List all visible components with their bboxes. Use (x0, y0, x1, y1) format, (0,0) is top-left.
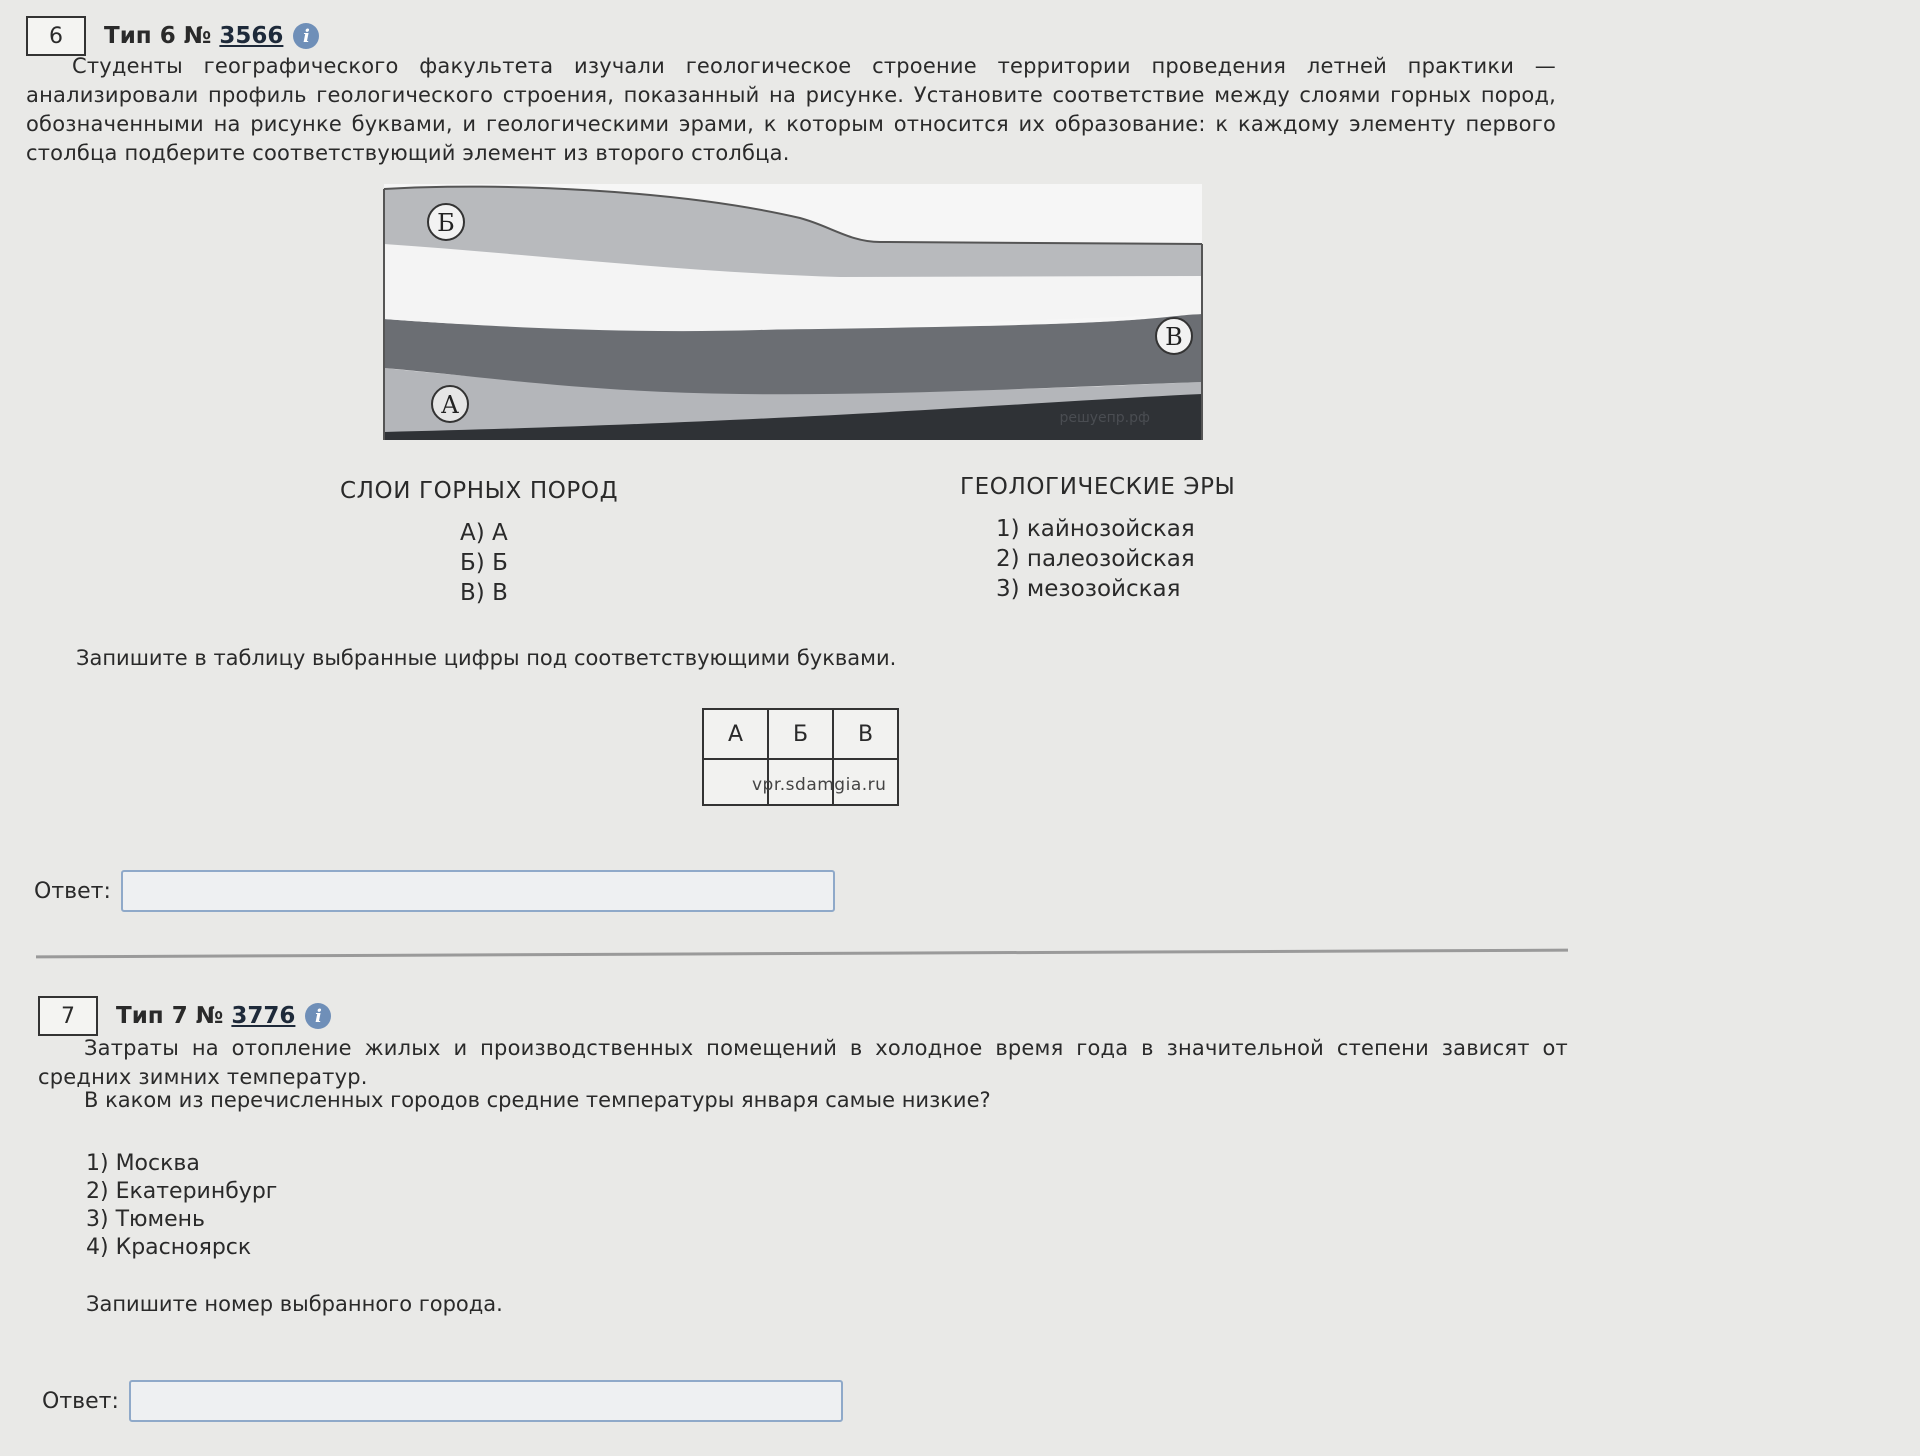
left-column-title: СЛОИ ГОРНЫХ ПОРОД (340, 478, 619, 504)
task6-answer-label: Ответ: (34, 878, 111, 904)
task7-answer-input[interactable] (129, 1380, 843, 1422)
task6-number: 6 (26, 16, 86, 56)
task7-question: В каком из перечисленных городов средние температуры января самые низкие? (84, 1088, 991, 1112)
list-item: 1) Москва (86, 1151, 200, 1176)
list-item: 2) палеозойская (996, 546, 1195, 572)
task7-answer-row (42, 1380, 843, 1422)
grid-header-v: В (833, 709, 898, 759)
task6-answer-row (34, 870, 835, 912)
task6-instruction: Запишите в таблицу выбранные цифры под соответствующими буквами. (76, 646, 897, 670)
grid-watermark: vpr.sdamgia.ru (752, 775, 887, 795)
task7-type-label: Тип 7 № (116, 1003, 224, 1029)
figure-watermark: решуепр.рф (1059, 410, 1150, 426)
task6-text: Студенты географического факультета изучали геологическое строение территории проведения летней практики — анализировали профиль геологического строения, показанный на рисунке. Установите соответствие между слоями горных пород, обозначенными на рисунке буквами, и геологическими эрами, к которым относится их образование: к каждому элементу первого столбца подберите соответствующий элемент из второго столбца. (26, 54, 1556, 165)
task7-instruction: Запишите номер выбранного города. (86, 1292, 503, 1316)
list-item: 3) Тюмень (86, 1207, 206, 1232)
divider (36, 949, 1568, 959)
task7-text: Затраты на отопление жилых и производственных помещений в холодное время года в значительной степени зависят от средних зимних температур. (38, 1036, 1568, 1089)
list-item: 1) кайнозойская (996, 516, 1195, 542)
task6-id-link[interactable]: 3566 (219, 23, 284, 49)
grid-header-a: А (703, 709, 768, 759)
list-item: А) А (460, 520, 508, 546)
task6-type-label: Тип 6 № (104, 23, 212, 49)
task6-answer-input[interactable] (121, 870, 835, 912)
list-item: Б) Б (460, 550, 508, 576)
geological-profile-figure (380, 184, 1206, 440)
grid-header-b: Б (768, 709, 833, 759)
list-item: В) В (460, 580, 508, 606)
task7-id-link[interactable]: 3776 (231, 1003, 296, 1029)
info-icon[interactable]: i (305, 1003, 331, 1029)
task7-answer-label: Ответ: (42, 1388, 119, 1414)
label-b: Б (437, 209, 455, 237)
list-item: 4) Красноярск (86, 1235, 252, 1260)
label-a: А (440, 391, 460, 419)
right-column-title: ГЕОЛОГИЧЕСКИЕ ЭРЫ (960, 474, 1236, 500)
list-item: 3) мезозойская (996, 576, 1181, 602)
task7-header (38, 996, 331, 1036)
task6-header (26, 16, 319, 56)
right-column-list (996, 514, 1195, 604)
task7-number: 7 (38, 996, 98, 1036)
list-item: 2) Екатеринбург (86, 1179, 278, 1204)
task7-options (86, 1150, 277, 1262)
left-column-list (460, 518, 508, 608)
info-icon[interactable]: i (293, 23, 319, 49)
label-v: В (1165, 323, 1183, 351)
